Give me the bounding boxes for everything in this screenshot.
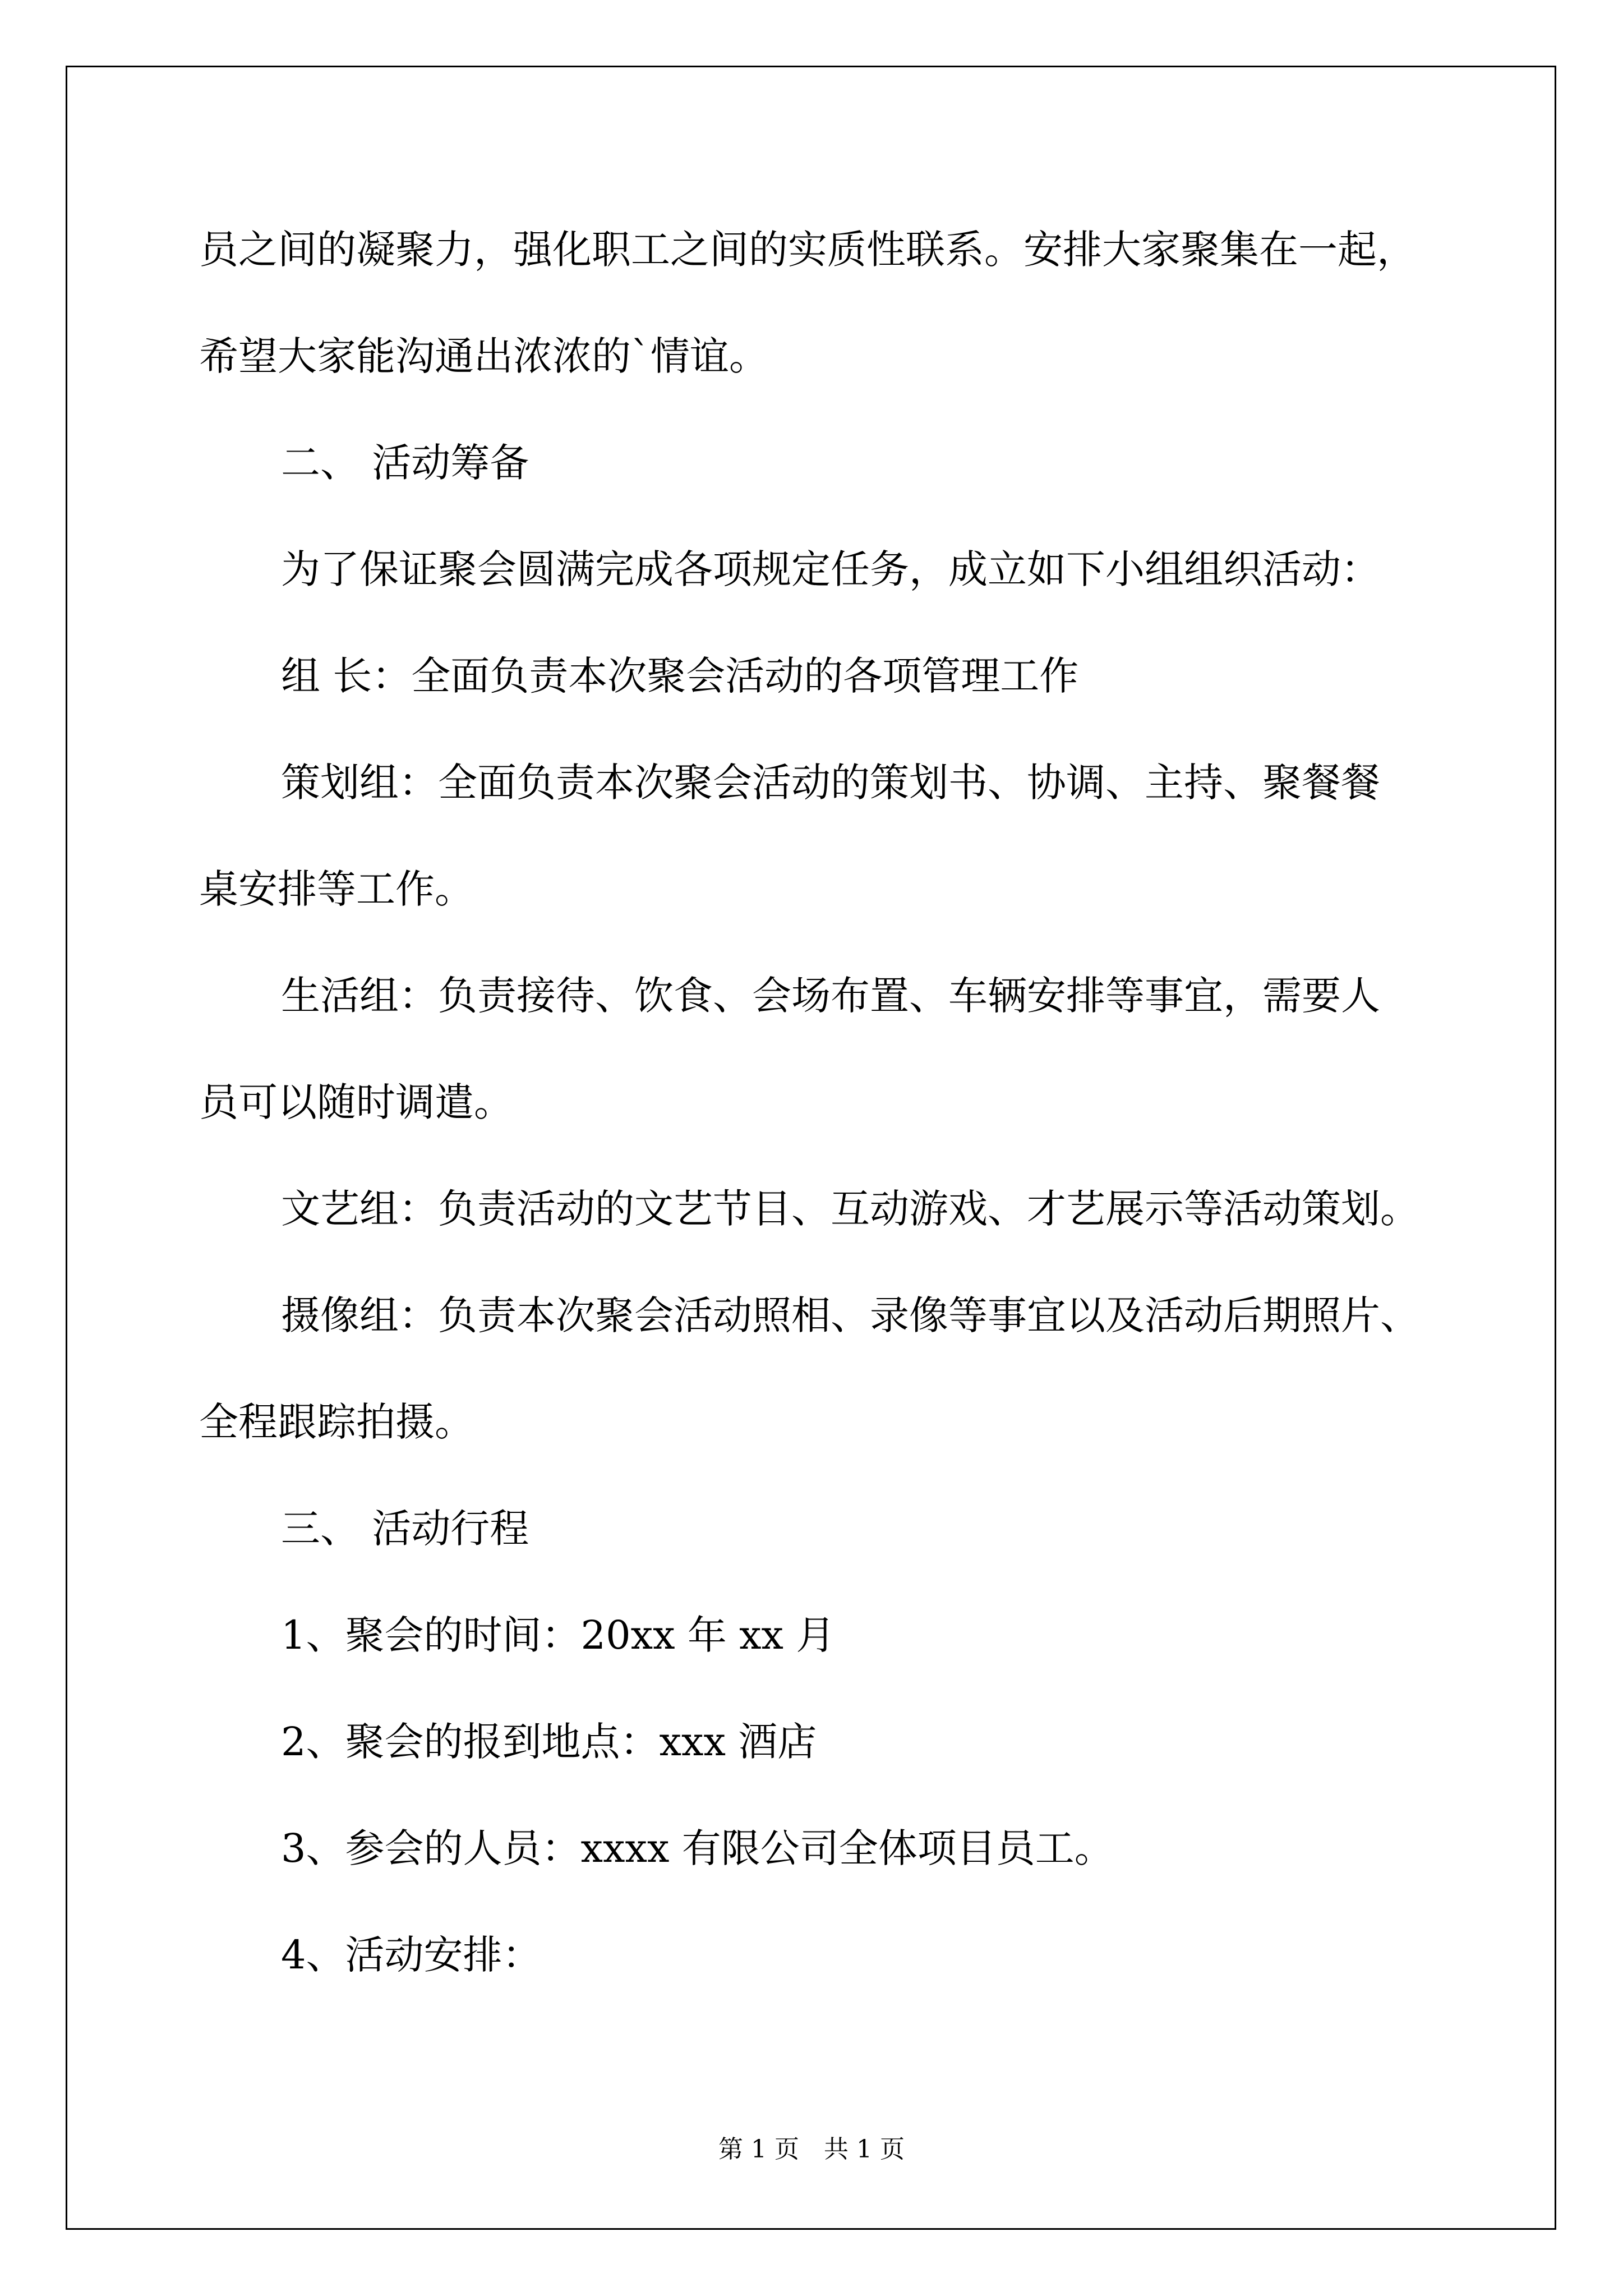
page-total: 共 1 页 bbox=[824, 2135, 905, 2164]
text-line: 摄像组：负责本次聚会活动照相、录像等事宜以及活动后期照片、 bbox=[281, 1292, 1419, 1338]
page-footer bbox=[0, 2129, 1623, 2165]
text-line: 员可以随时调遣。 bbox=[199, 1079, 513, 1125]
text-line: 4、活动安排： bbox=[281, 1932, 542, 1978]
text-line: 员之间的凝聚力，强化职工之间的实质性联系。安排大家聚集在一起， bbox=[199, 227, 1416, 273]
text-line: 希望大家能沟通出浓浓的`情谊。 bbox=[199, 333, 768, 379]
text-line: 3、参会的人员：xxxx 有限公司全体项目员工。 bbox=[281, 1825, 1114, 1871]
section-heading: 二、 活动筹备 bbox=[281, 440, 529, 486]
text-line: 策划组：全面负责本次聚会活动的策划书、协调、主持、聚餐餐 bbox=[281, 760, 1380, 806]
text-line: 为了保证聚会圆满完成各项规定任务，成立如下小组组织活动： bbox=[281, 546, 1380, 592]
page-number: 第 1 页 bbox=[718, 2135, 799, 2164]
text-line: 全程跟踪拍摄。 bbox=[199, 1399, 474, 1445]
text-line: 2、聚会的报到地点：xxx 酒店 bbox=[281, 1719, 817, 1765]
section-heading: 三、 活动行程 bbox=[281, 1506, 529, 1552]
page-border bbox=[66, 66, 1556, 2230]
text-line: 1、聚会的时间：20xx 年 xx 月 bbox=[281, 1612, 836, 1658]
text-line: 桌安排等工作。 bbox=[199, 866, 474, 912]
text-line: 生活组：负责接待、饮食、会场布置、车辆安排等事宜，需要人 bbox=[281, 973, 1380, 1019]
text-line: 组 长：全面负责本次聚会活动的各项管理工作 bbox=[281, 653, 1079, 699]
text-line: 文艺组：负责活动的文艺节目、互动游戏、才艺展示等活动策划。 bbox=[281, 1186, 1419, 1232]
